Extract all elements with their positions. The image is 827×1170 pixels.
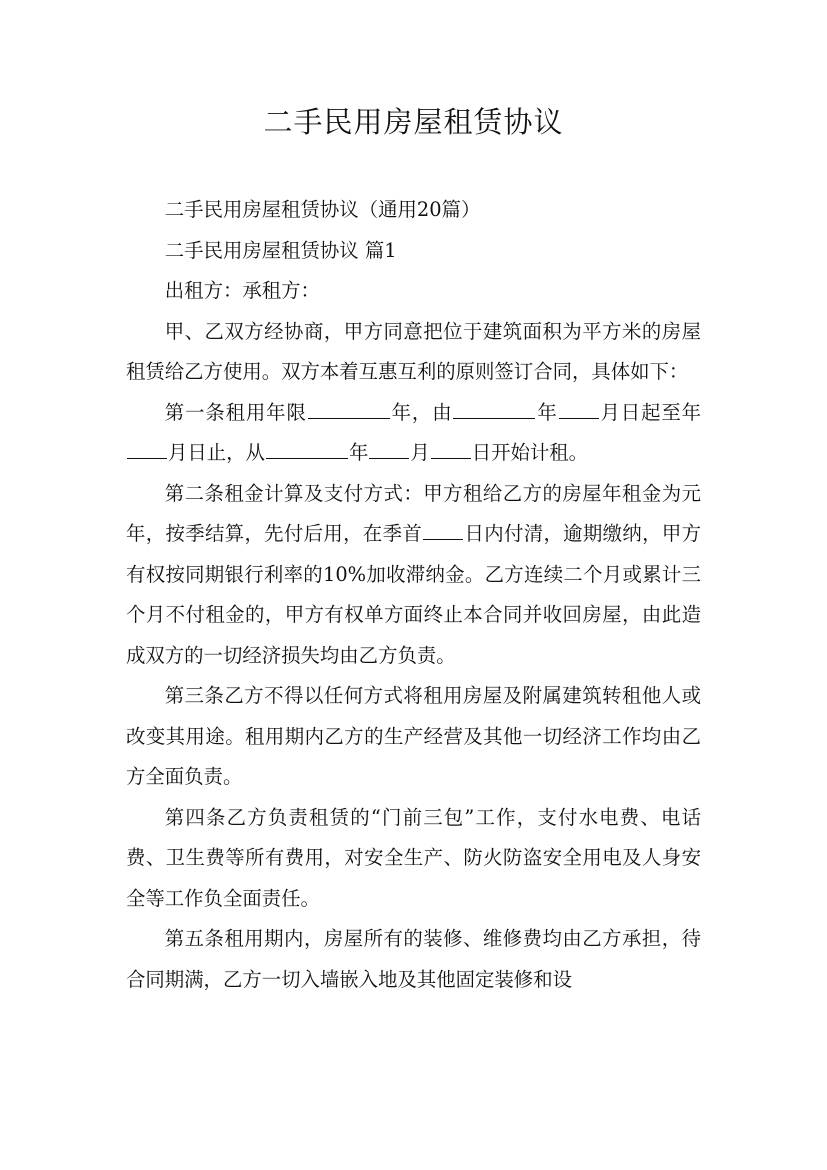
article-4: 第四条乙方负责租赁的“门前三包”工作，支付水电费、电话费、卫生费等所有费用，对安全生产、防火防盗安全用电及人身安全等工作负全面责任。	[126, 805, 701, 910]
blank-field	[369, 439, 409, 459]
blank-field	[453, 398, 535, 418]
article-1-text: 第一条租用年限	[164, 400, 307, 424]
document-title: 二手民用房屋租赁协议	[263, 105, 564, 139]
article-1-text: 年	[348, 441, 369, 464]
article-2-text: 第二条租金计算及支付方式：甲方租给乙方的房屋年租金为元年，按季结算，先付后用，在季首	[126, 481, 701, 545]
article-1-text: 月	[410, 441, 430, 464]
blank-field	[423, 520, 463, 540]
blank-field	[559, 398, 599, 418]
blank-field	[308, 398, 390, 418]
article-1-text: 日开始计租。	[471, 441, 589, 464]
document-body	[126, 190, 701, 1000]
section-heading: 二手民用房屋租赁协议 篇1	[164, 238, 397, 262]
article-1-text: 年	[536, 400, 558, 424]
document-subtitle: 二手民用房屋租赁协议（通用20篇）	[164, 198, 481, 221]
article-1	[126, 393, 701, 474]
article-5: 第五条租用期内，房屋所有的装修、维修费均由乙方承担，待合同期满，乙方一切入墙嵌入地及其他固定装修和设	[126, 927, 701, 991]
intro-paragraph: 甲、乙双方经协商，甲方同意把位于建筑面积为平方米的房屋租赁给乙方使用。双方本着互惠互利的原则签订合同，具体如下：	[126, 319, 701, 383]
article-1-text: 年，由	[390, 400, 453, 424]
parties-line: 出租方：承租方：	[164, 279, 320, 302]
blank-field	[127, 439, 167, 459]
article-1-text: 月日起至年	[599, 400, 702, 424]
article-2-text: 日内付清，逾期缴纳，甲方有权按同期银行利率的10%加收滞纳金。乙方连续二个月或累计三个月不付租金的，甲方有权单方面终止本合同并收回房屋，由此造成双方的一切经济损失均由乙方负责。	[126, 522, 702, 667]
article-3: 第三条乙方不得以任何方式将租用房屋及附属建筑转租他人或改变其用途。租用期内乙方的生产经营及其他一切经济工作均由乙方全面负责。	[126, 684, 701, 788]
article-2	[126, 474, 701, 677]
blank-field	[266, 439, 348, 459]
blank-field	[431, 439, 471, 459]
article-1-text: 月日止，从	[168, 441, 265, 464]
